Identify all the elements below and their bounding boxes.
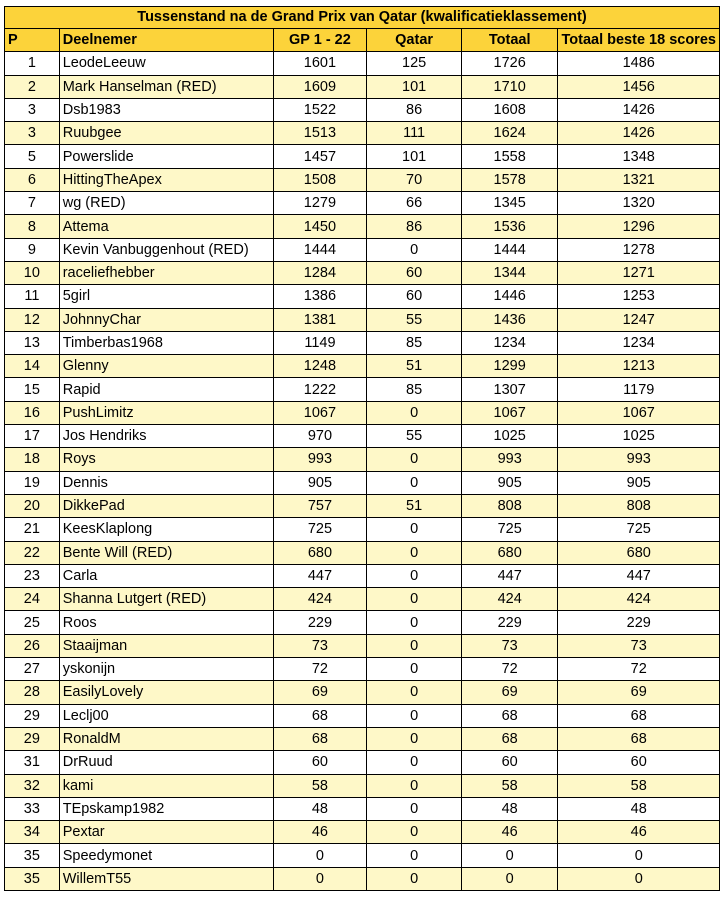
cell-gp-1-22: 1609 [273, 75, 367, 98]
cell-participant: Dsb1983 [59, 98, 273, 121]
cell-best-18: 1025 [558, 425, 720, 448]
cell-participant: Ruubgee [59, 122, 273, 145]
cell-qatar: 66 [367, 192, 462, 215]
cell-gp-1-22: 993 [273, 448, 367, 471]
cell-position: 12 [5, 308, 60, 331]
table-row [5, 634, 720, 657]
cell-position: 32 [5, 774, 60, 797]
cell-gp-1-22: 1601 [273, 52, 367, 75]
table-row [5, 611, 720, 634]
table-row [5, 261, 720, 284]
cell-qatar: 51 [367, 355, 462, 378]
cell-best-18: 229 [558, 611, 720, 634]
cell-qatar: 85 [367, 378, 462, 401]
cell-qatar: 0 [367, 448, 462, 471]
cell-participant: raceliefhebber [59, 261, 273, 284]
cell-gp-1-22: 757 [273, 494, 367, 517]
cell-total: 1536 [461, 215, 558, 238]
cell-participant: Speedymonet [59, 844, 273, 867]
table-row [5, 797, 720, 820]
cell-best-18: 1278 [558, 238, 720, 261]
cell-participant: PushLimitz [59, 401, 273, 424]
table-row [5, 401, 720, 424]
cell-best-18: 1456 [558, 75, 720, 98]
cell-participant: Jos Hendriks [59, 425, 273, 448]
cell-gp-1-22: 1279 [273, 192, 367, 215]
col-header-participant: Deelnemer [59, 29, 273, 52]
table-row [5, 844, 720, 867]
cell-participant: Shanna Lutgert (RED) [59, 588, 273, 611]
table-row [5, 821, 720, 844]
cell-position: 21 [5, 518, 60, 541]
cell-total: 0 [461, 844, 558, 867]
cell-gp-1-22: 58 [273, 774, 367, 797]
cell-qatar: 0 [367, 541, 462, 564]
cell-participant: Rapid [59, 378, 273, 401]
cell-qatar: 0 [367, 401, 462, 424]
table-row [5, 681, 720, 704]
cell-position: 9 [5, 238, 60, 261]
cell-gp-1-22: 73 [273, 634, 367, 657]
cell-participant: Timberbas1968 [59, 331, 273, 354]
cell-position: 6 [5, 168, 60, 191]
cell-participant: RonaldM [59, 727, 273, 750]
cell-position: 23 [5, 564, 60, 587]
cell-best-18: 1486 [558, 52, 720, 75]
cell-total: 1025 [461, 425, 558, 448]
cell-participant: Powerslide [59, 145, 273, 168]
cell-position: 2 [5, 75, 60, 98]
cell-qatar: 0 [367, 588, 462, 611]
cell-best-18: 447 [558, 564, 720, 587]
cell-participant: Pextar [59, 821, 273, 844]
table-row [5, 564, 720, 587]
cell-best-18: 1179 [558, 378, 720, 401]
cell-qatar: 101 [367, 75, 462, 98]
cell-best-18: 1320 [558, 192, 720, 215]
cell-best-18: 1321 [558, 168, 720, 191]
cell-qatar: 0 [367, 471, 462, 494]
standings-table [4, 6, 720, 891]
cell-total: 229 [461, 611, 558, 634]
table-row [5, 541, 720, 564]
col-header-position: P [5, 29, 60, 52]
cell-total: 1726 [461, 52, 558, 75]
cell-gp-1-22: 905 [273, 471, 367, 494]
cell-best-18: 1271 [558, 261, 720, 284]
cell-total: 72 [461, 658, 558, 681]
cell-gp-1-22: 68 [273, 704, 367, 727]
cell-qatar: 101 [367, 145, 462, 168]
cell-participant: Carla [59, 564, 273, 587]
cell-total: 1444 [461, 238, 558, 261]
cell-gp-1-22: 1444 [273, 238, 367, 261]
cell-gp-1-22: 1386 [273, 285, 367, 308]
cell-best-18: 725 [558, 518, 720, 541]
cell-position: 29 [5, 704, 60, 727]
col-header-total: Totaal [461, 29, 558, 52]
cell-qatar: 0 [367, 611, 462, 634]
cell-gp-1-22: 1381 [273, 308, 367, 331]
cell-participant: Staaijman [59, 634, 273, 657]
cell-qatar: 0 [367, 774, 462, 797]
table-row [5, 238, 720, 261]
cell-best-18: 58 [558, 774, 720, 797]
cell-position: 31 [5, 751, 60, 774]
cell-qatar: 55 [367, 425, 462, 448]
cell-qatar: 55 [367, 308, 462, 331]
cell-participant: Glenny [59, 355, 273, 378]
table-row [5, 658, 720, 681]
cell-total: 1558 [461, 145, 558, 168]
cell-participant: Mark Hanselman (RED) [59, 75, 273, 98]
cell-gp-1-22: 48 [273, 797, 367, 820]
cell-position: 14 [5, 355, 60, 378]
table-row [5, 704, 720, 727]
table-title: Tussenstand na de Grand Prix van Qatar (kwalificatieklassement) [5, 7, 720, 29]
cell-gp-1-22: 1222 [273, 378, 367, 401]
cell-position: 8 [5, 215, 60, 238]
table-row [5, 145, 720, 168]
cell-total: 1299 [461, 355, 558, 378]
cell-total: 1710 [461, 75, 558, 98]
cell-participant: 5girl [59, 285, 273, 308]
cell-best-18: 1296 [558, 215, 720, 238]
table-body [5, 52, 720, 891]
cell-gp-1-22: 69 [273, 681, 367, 704]
cell-position: 25 [5, 611, 60, 634]
cell-gp-1-22: 1513 [273, 122, 367, 145]
cell-participant: HittingTheApex [59, 168, 273, 191]
cell-gp-1-22: 680 [273, 541, 367, 564]
table-row [5, 494, 720, 517]
cell-qatar: 0 [367, 704, 462, 727]
cell-best-18: 905 [558, 471, 720, 494]
cell-gp-1-22: 68 [273, 727, 367, 750]
cell-gp-1-22: 46 [273, 821, 367, 844]
cell-total: 68 [461, 727, 558, 750]
cell-position: 24 [5, 588, 60, 611]
cell-gp-1-22: 1457 [273, 145, 367, 168]
cell-total: 68 [461, 704, 558, 727]
cell-participant: KeesKlaplong [59, 518, 273, 541]
cell-position: 3 [5, 98, 60, 121]
cell-gp-1-22: 1149 [273, 331, 367, 354]
table-row [5, 751, 720, 774]
cell-best-18: 424 [558, 588, 720, 611]
cell-gp-1-22: 60 [273, 751, 367, 774]
cell-total: 1344 [461, 261, 558, 284]
cell-qatar: 51 [367, 494, 462, 517]
cell-position: 27 [5, 658, 60, 681]
cell-best-18: 680 [558, 541, 720, 564]
cell-participant: LeodeLeeuw [59, 52, 273, 75]
table-row [5, 75, 720, 98]
cell-position: 11 [5, 285, 60, 308]
table-row [5, 331, 720, 354]
cell-best-18: 1426 [558, 122, 720, 145]
cell-total: 1578 [461, 168, 558, 191]
cell-qatar: 0 [367, 844, 462, 867]
cell-participant: Dennis [59, 471, 273, 494]
cell-position: 10 [5, 261, 60, 284]
cell-participant: Roys [59, 448, 273, 471]
cell-qatar: 0 [367, 797, 462, 820]
cell-qatar: 86 [367, 215, 462, 238]
cell-total: 46 [461, 821, 558, 844]
cell-gp-1-22: 1508 [273, 168, 367, 191]
cell-total: 48 [461, 797, 558, 820]
table-row [5, 727, 720, 750]
cell-qatar: 0 [367, 821, 462, 844]
cell-position: 7 [5, 192, 60, 215]
cell-position: 19 [5, 471, 60, 494]
cell-best-18: 1067 [558, 401, 720, 424]
cell-participant: yskonijn [59, 658, 273, 681]
table-row [5, 98, 720, 121]
table-row [5, 425, 720, 448]
cell-qatar: 0 [367, 727, 462, 750]
table-row [5, 774, 720, 797]
cell-total: 1624 [461, 122, 558, 145]
table-row [5, 588, 720, 611]
cell-total: 1436 [461, 308, 558, 331]
cell-total: 1234 [461, 331, 558, 354]
cell-participant: wg (RED) [59, 192, 273, 215]
cell-position: 17 [5, 425, 60, 448]
cell-position: 34 [5, 821, 60, 844]
cell-best-18: 1253 [558, 285, 720, 308]
cell-best-18: 69 [558, 681, 720, 704]
cell-total: 1307 [461, 378, 558, 401]
cell-qatar: 60 [367, 285, 462, 308]
cell-best-18: 46 [558, 821, 720, 844]
cell-best-18: 73 [558, 634, 720, 657]
cell-position: 29 [5, 727, 60, 750]
cell-best-18: 1247 [558, 308, 720, 331]
col-header-best-18: Totaal beste 18 scores [558, 29, 720, 52]
cell-qatar: 0 [367, 681, 462, 704]
cell-total: 58 [461, 774, 558, 797]
cell-gp-1-22: 229 [273, 611, 367, 634]
cell-position: 28 [5, 681, 60, 704]
cell-best-18: 48 [558, 797, 720, 820]
cell-gp-1-22: 447 [273, 564, 367, 587]
cell-total: 808 [461, 494, 558, 517]
cell-position: 35 [5, 867, 60, 890]
cell-best-18: 60 [558, 751, 720, 774]
cell-gp-1-22: 424 [273, 588, 367, 611]
cell-total: 0 [461, 867, 558, 890]
cell-qatar: 125 [367, 52, 462, 75]
cell-participant: Roos [59, 611, 273, 634]
cell-total: 69 [461, 681, 558, 704]
cell-gp-1-22: 1450 [273, 215, 367, 238]
cell-best-18: 0 [558, 844, 720, 867]
table-row [5, 448, 720, 471]
cell-participant: DrRuud [59, 751, 273, 774]
cell-participant: Kevin Vanbuggenhout (RED) [59, 238, 273, 261]
table-row [5, 52, 720, 75]
cell-qatar: 60 [367, 261, 462, 284]
cell-gp-1-22: 1522 [273, 98, 367, 121]
cell-total: 993 [461, 448, 558, 471]
cell-position: 26 [5, 634, 60, 657]
cell-qatar: 0 [367, 238, 462, 261]
cell-qatar: 86 [367, 98, 462, 121]
table-row [5, 168, 720, 191]
cell-qatar: 0 [367, 518, 462, 541]
cell-qatar: 85 [367, 331, 462, 354]
cell-position: 33 [5, 797, 60, 820]
cell-total: 1608 [461, 98, 558, 121]
cell-qatar: 0 [367, 658, 462, 681]
cell-total: 1067 [461, 401, 558, 424]
cell-best-18: 72 [558, 658, 720, 681]
col-header-gp-1-22: GP 1 - 22 [273, 29, 367, 52]
cell-qatar: 0 [367, 564, 462, 587]
cell-qatar: 70 [367, 168, 462, 191]
cell-total: 424 [461, 588, 558, 611]
cell-participant: Leclj00 [59, 704, 273, 727]
cell-best-18: 1348 [558, 145, 720, 168]
cell-gp-1-22: 0 [273, 844, 367, 867]
cell-qatar: 0 [367, 867, 462, 890]
cell-participant: TEpskamp1982 [59, 797, 273, 820]
cell-gp-1-22: 1067 [273, 401, 367, 424]
table-row [5, 518, 720, 541]
cell-best-18: 808 [558, 494, 720, 517]
cell-total: 73 [461, 634, 558, 657]
table-row [5, 471, 720, 494]
cell-position: 1 [5, 52, 60, 75]
cell-position: 35 [5, 844, 60, 867]
cell-best-18: 1234 [558, 331, 720, 354]
table-row [5, 308, 720, 331]
cell-total: 680 [461, 541, 558, 564]
cell-best-18: 68 [558, 704, 720, 727]
cell-best-18: 1213 [558, 355, 720, 378]
table-row [5, 192, 720, 215]
cell-participant: JohnnyChar [59, 308, 273, 331]
cell-participant: Bente Will (RED) [59, 541, 273, 564]
cell-participant: Attema [59, 215, 273, 238]
cell-total: 1345 [461, 192, 558, 215]
cell-position: 3 [5, 122, 60, 145]
cell-gp-1-22: 725 [273, 518, 367, 541]
table-row [5, 867, 720, 890]
cell-total: 1446 [461, 285, 558, 308]
cell-position: 18 [5, 448, 60, 471]
cell-position: 20 [5, 494, 60, 517]
cell-position: 16 [5, 401, 60, 424]
cell-participant: EasilyLovely [59, 681, 273, 704]
cell-total: 447 [461, 564, 558, 587]
cell-gp-1-22: 72 [273, 658, 367, 681]
cell-participant: kami [59, 774, 273, 797]
table-row [5, 215, 720, 238]
table-row [5, 122, 720, 145]
cell-total: 725 [461, 518, 558, 541]
col-header-qatar: Qatar [367, 29, 462, 52]
cell-best-18: 993 [558, 448, 720, 471]
cell-gp-1-22: 1284 [273, 261, 367, 284]
cell-total: 905 [461, 471, 558, 494]
cell-position: 15 [5, 378, 60, 401]
cell-total: 60 [461, 751, 558, 774]
cell-participant: WillemT55 [59, 867, 273, 890]
cell-gp-1-22: 970 [273, 425, 367, 448]
cell-gp-1-22: 1248 [273, 355, 367, 378]
cell-qatar: 0 [367, 751, 462, 774]
cell-best-18: 1426 [558, 98, 720, 121]
cell-qatar: 111 [367, 122, 462, 145]
table-row [5, 378, 720, 401]
cell-best-18: 68 [558, 727, 720, 750]
table-row [5, 285, 720, 308]
cell-gp-1-22: 0 [273, 867, 367, 890]
cell-qatar: 0 [367, 634, 462, 657]
cell-position: 5 [5, 145, 60, 168]
cell-participant: DikkePad [59, 494, 273, 517]
cell-position: 22 [5, 541, 60, 564]
cell-best-18: 0 [558, 867, 720, 890]
table-row [5, 355, 720, 378]
cell-position: 13 [5, 331, 60, 354]
